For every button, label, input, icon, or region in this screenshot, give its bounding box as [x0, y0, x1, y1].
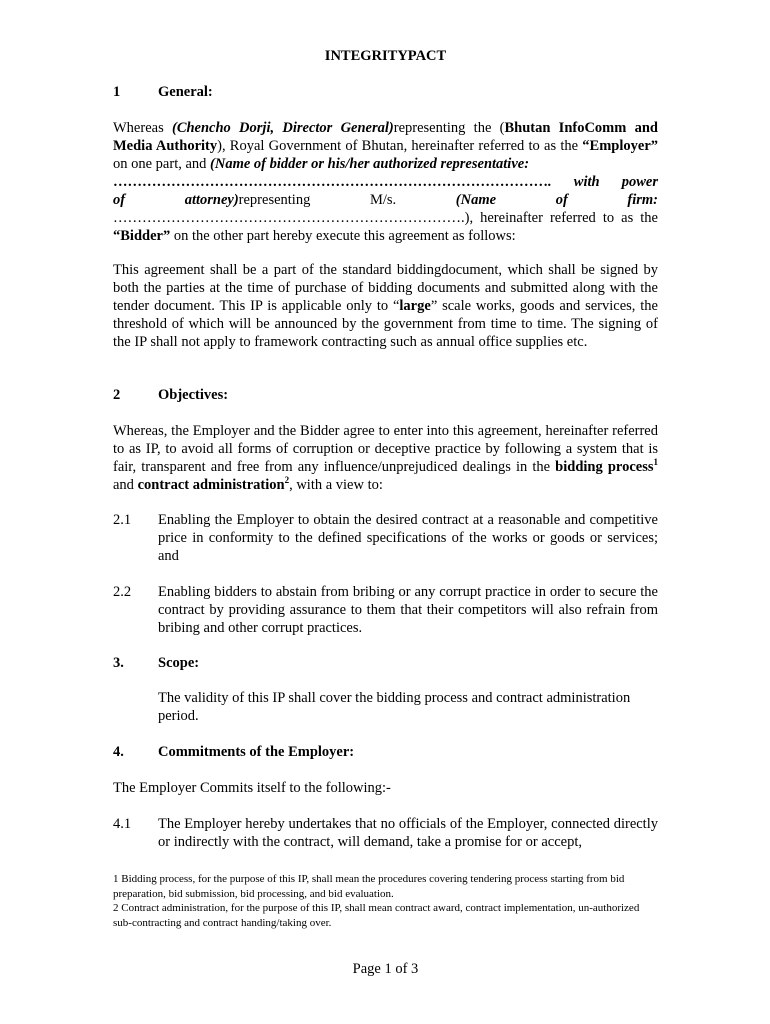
section-title: General:	[158, 84, 213, 100]
clause-text: The Employer hereby undertakes that no officials of the Employer, connected directly or indirectly with the contract, will demand, take a promise for or accept,	[158, 816, 658, 850]
section-title: Commitments of the Employer:	[158, 744, 355, 760]
bidder-placeholder: (Name of bidder or his/her authorized representative:	[210, 156, 530, 172]
text-run: ), hereinafter referred to as the	[464, 210, 658, 226]
large-term: large	[399, 298, 431, 314]
scope-paragraph: The validity of this IP shall cover the bidding process and contract administration period.	[158, 690, 631, 724]
text-run: ), Royal Government of Bhutan, hereinafter referred to as the	[217, 138, 583, 154]
section-number: 4.	[113, 744, 124, 760]
general-paragraph-1	[113, 119, 658, 245]
text-run: representing the (	[393, 120, 505, 136]
footnote-2: 2 Contract administration, for the purpose of this IP, shall mean contract award, contract implementation, un-authorized sub-contracting and contract handing/taking over.	[113, 902, 640, 929]
section-number: 3.	[113, 655, 124, 671]
firm-dots-field: ……………………………………………………………….	[113, 210, 465, 226]
text-run: on one part, and	[113, 156, 211, 172]
section-number: 2	[113, 387, 121, 403]
text-run: ” scale works, goods and services, the threshold of which will be announced by the government from time to time. The signing of the IP shall not apply to framework contracting such as annual office supplies etc.	[113, 298, 658, 350]
bidder-term: “Bidder”	[113, 228, 171, 244]
clause-number: 2.1	[113, 512, 132, 528]
power-text: . with power	[548, 174, 658, 190]
clause-text: Enabling bidders to abstain from bribing or any corrupt practice in order to secure the contract by providing assurance to them that their competitors will also refrain from bribing and other corrupt practices.	[158, 584, 658, 636]
text-run: Whereas	[113, 120, 172, 136]
employer-term: “Employer”	[582, 138, 659, 154]
attorney-text: of attorney)	[113, 192, 239, 208]
clause-text: Enabling the Employer to obtain the desired contract at a reasonable and competitive price in conformity to the defined specifications of the works or goods or services; and	[158, 512, 658, 564]
general-paragraph-2	[113, 261, 658, 351]
text-run: representing M/s.	[238, 192, 456, 208]
clause-number: 4.1	[113, 816, 132, 832]
employer-representative: (Chencho Dorji, Director General)	[171, 120, 394, 136]
text-run: This agreement shall be a part of the standard biddingdocument, which shall be signed by both the parties at the time of purchase of bidding documents and submitted along with the tender document. This IP is applicable only to “	[113, 262, 658, 314]
employer-commitment-intro: The Employer Commits itself to the following:-	[113, 780, 391, 796]
text-run: and	[113, 477, 138, 493]
section-title: Objectives:	[158, 387, 229, 403]
clause-number: 2.2	[113, 584, 132, 600]
footnote-ref-1: 1	[653, 457, 658, 468]
section-title: Scope:	[158, 655, 200, 671]
objectives-paragraph	[113, 422, 658, 494]
footnote-ref-2: 2	[284, 475, 290, 486]
section-number: 1	[113, 84, 121, 100]
employer-organization: Bhutan InfoComm and Media Authority	[113, 120, 658, 154]
bidding-process-term: bidding process	[555, 459, 654, 475]
page-number: Page 1 of 3	[352, 961, 419, 977]
document-title: INTEGRITYPACT	[324, 48, 447, 64]
attorney-line	[113, 191, 658, 209]
bidder-dots-line	[113, 173, 658, 191]
footnote-1: 1 Bidding process, for the purpose of this IP, shall mean the procedures covering tendering process starting from bid preparation, bid submission, bid processing, and bid evaluation.	[113, 873, 625, 900]
dots-field: ………………………………………………………………………………	[113, 174, 548, 190]
footnotes	[113, 872, 658, 930]
contract-administration-term: contract administration	[137, 477, 285, 493]
text-run: Whereas, the Employer and the Bidder agree to enter into this agreement, hereinafter referred to as IP, to avoid all forms of corruption or deceptive practice by following a system that is fair, transparent and free from any influence/unprejudiced dealings in the	[113, 423, 658, 475]
text-run: , with a view to:	[289, 477, 383, 493]
text-run: on the other part hereby execute this agreement as follows:	[170, 228, 516, 244]
firm-placeholder: (Name of firm:	[455, 192, 659, 208]
